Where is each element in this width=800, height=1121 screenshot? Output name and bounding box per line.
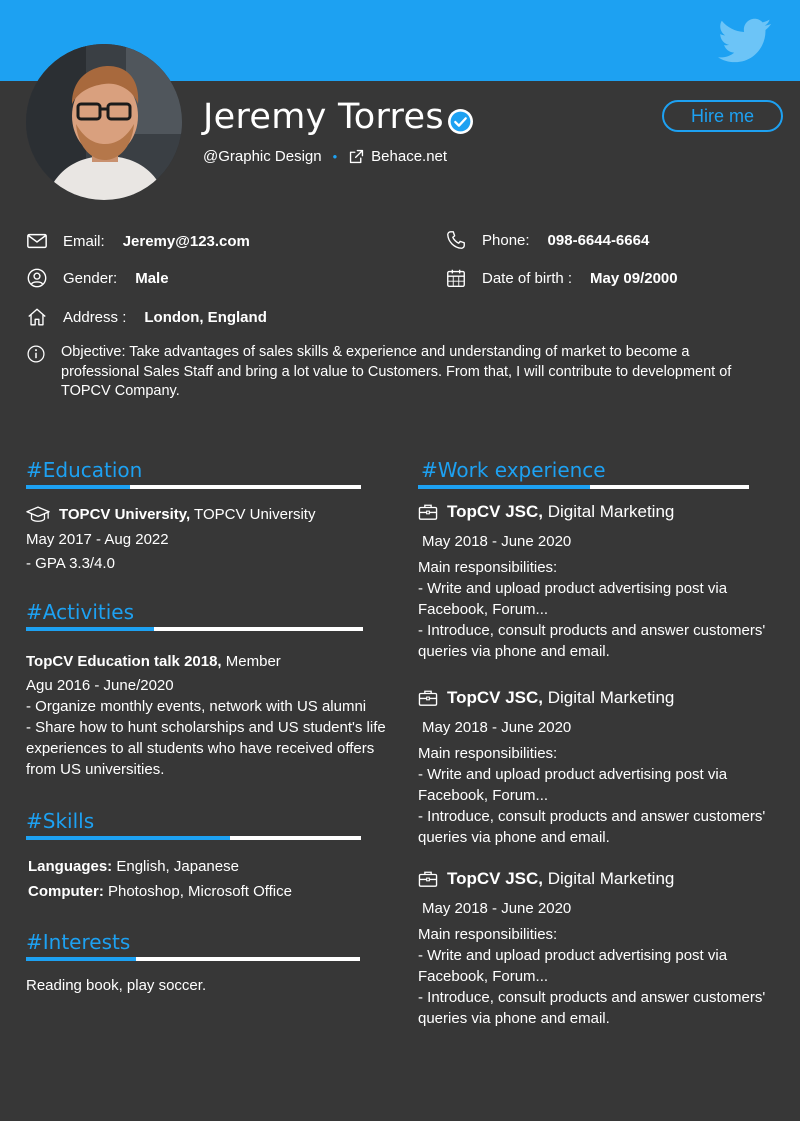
activity-role: Member (221, 653, 281, 670)
education-bar (26, 485, 361, 489)
job-entry-1 (418, 501, 768, 662)
job-dates: May 2018 - June 2020 (422, 719, 572, 736)
phone-icon (445, 229, 467, 251)
education-title: #Education (26, 458, 143, 482)
hire-me-button[interactable]: Hire me (662, 100, 783, 132)
job-resp-title: Main responsibilities: (418, 559, 558, 576)
job-resp-title: Main responsibilities: (418, 926, 558, 943)
gender-value: Male (135, 269, 169, 287)
skills-bar-fill (26, 836, 230, 840)
dob-value: May 09/2000 (590, 269, 678, 287)
avatar (26, 44, 182, 200)
home-icon (26, 306, 48, 328)
job-entry-3 (418, 868, 768, 1029)
briefcase-icon (418, 870, 438, 888)
education-entry (26, 504, 376, 574)
languages-value: English, Japanese (112, 858, 239, 875)
activities-bar-fill (26, 627, 154, 631)
school-name: TOPCV University, (59, 506, 191, 523)
interests-bar-fill (26, 957, 136, 961)
skills-bar (26, 836, 361, 840)
job-position: Digital Marketing (543, 688, 675, 707)
job-company: TopCV JSC, (447, 688, 544, 707)
candidate-name: Jeremy Torres (203, 97, 444, 137)
job-position: Digital Marketing (543, 869, 675, 888)
activities-bar (26, 627, 363, 631)
education-bar-fill (26, 485, 130, 489)
activity-line-2: - Share how to hunt scholarships and US student's life experiences to all students who have received offers from US universities. (26, 719, 386, 778)
objective-row (26, 343, 756, 402)
briefcase-icon (418, 503, 438, 521)
separator-dot: • (332, 149, 338, 164)
address-row (26, 306, 267, 328)
work-bar-fill (418, 485, 590, 489)
interests-text: Reading book, play soccer. (26, 977, 207, 994)
email-label: Email: (63, 232, 105, 250)
job-company: TopCV JSC, (447, 869, 544, 888)
education-dates: May 2017 - Aug 2022 (26, 531, 169, 548)
activity-name: TopCV Education talk 2018, (26, 653, 222, 670)
skills-title: #Skills (26, 809, 95, 833)
activity-dates: Agu 2016 - June/2020 (26, 677, 174, 694)
email-value: Jeremy@123.com (122, 232, 250, 250)
computer-value: Photoshop, Microsoft Office (103, 883, 292, 900)
user-circle-icon (26, 267, 48, 289)
education-gpa: - GPA 3.3/4.0 (26, 555, 115, 572)
job-company: TopCV JSC, (447, 502, 544, 521)
activities-title: #Activities (26, 600, 134, 624)
external-link-icon (348, 148, 365, 165)
job-resp-2: - Introduce, consult products and answer customers' queries via phone and email. (418, 989, 766, 1027)
twitter-icon (718, 18, 772, 64)
email-row (26, 230, 250, 252)
address-value: London, England (144, 308, 267, 326)
profile-subline (203, 148, 447, 165)
job-resp-2: - Introduce, consult products and answer customers' queries via phone and email. (418, 808, 766, 846)
job-resp-title: Main responsibilities: (418, 745, 558, 762)
job-dates: May 2018 - June 2020 (422, 533, 572, 550)
phone-row (445, 229, 649, 251)
activity-line-1: - Organize monthly events, network with US alumni (26, 698, 367, 715)
dob-label: Date of birth : (482, 269, 573, 287)
briefcase-icon (418, 689, 438, 707)
languages-label: Languages: (28, 858, 113, 875)
phone-label: Phone: (482, 231, 530, 249)
interests-title: #Interests (26, 930, 131, 954)
interests-bar (26, 957, 360, 961)
gender-row (26, 267, 169, 289)
job-entry-2 (418, 687, 768, 848)
work-bar (418, 485, 749, 489)
skills-entry (28, 854, 388, 904)
calendar-icon (445, 267, 467, 289)
job-resp-1: - Write and upload product advertising post via Facebook, Forum... (418, 947, 728, 985)
profile-handle: @Graphic Design (203, 148, 322, 165)
objective-text: Objective: Take advantages of sales skills & experience and understanding of market to become a professional Sales Staff and bring a lot value to Customers. From that, I will contribute to development of TOPCV Company. (61, 344, 732, 399)
address-label: Address : (63, 308, 127, 326)
mail-icon (26, 230, 48, 252)
dob-row (445, 267, 678, 289)
activity-entry (26, 651, 394, 780)
computer-label: Computer: (28, 883, 104, 900)
work-title: #Work experience (421, 458, 606, 482)
graduation-cap-icon (26, 505, 50, 525)
phone-value: 098-6644-6664 (547, 231, 650, 249)
job-resp-2: - Introduce, consult products and answer customers' queries via phone and email. (418, 622, 766, 660)
website-link[interactable]: Behace.net (371, 148, 448, 165)
job-position: Digital Marketing (543, 502, 675, 521)
job-dates: May 2018 - June 2020 (422, 900, 572, 917)
verified-icon (448, 109, 473, 134)
school-detail: TOPCV University (190, 506, 316, 523)
gender-label: Gender: (63, 269, 118, 287)
job-resp-1: - Write and upload product advertising post via Facebook, Forum... (418, 580, 728, 618)
info-icon (26, 344, 46, 364)
job-resp-1: - Write and upload product advertising post via Facebook, Forum... (418, 766, 728, 804)
